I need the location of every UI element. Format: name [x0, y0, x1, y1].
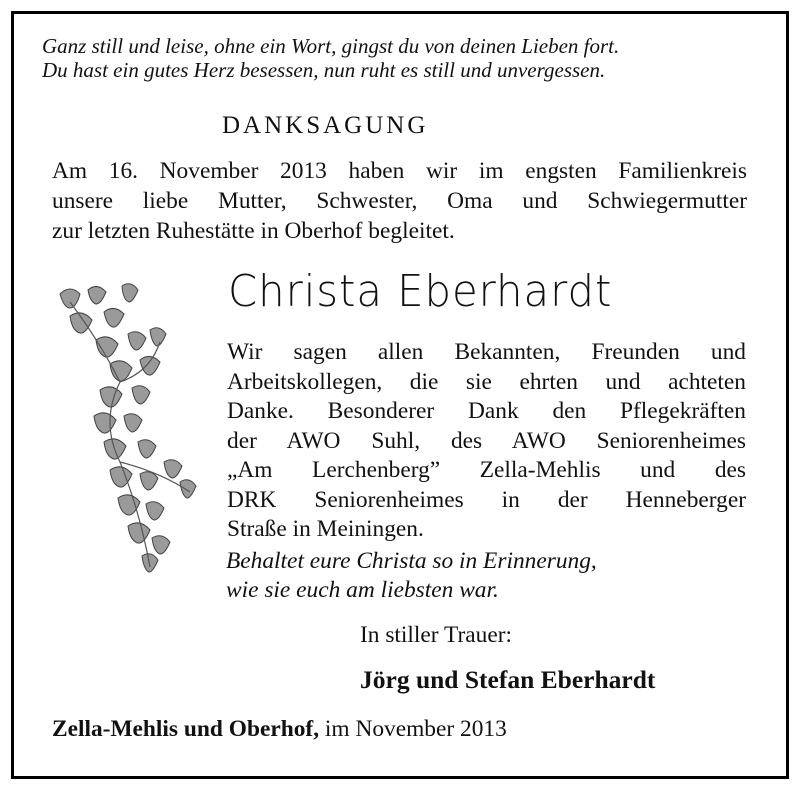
intro-line: unsere liebe Mutter, Schwester, Oma und Schwiegermutter — [52, 188, 747, 214]
closing-line-2: wie sie euch am liebsten war. — [226, 577, 499, 603]
thanks-line: Straße in Meiningen. — [227, 516, 424, 542]
footer-places: Zella-Mehlis und Oberhof, — [52, 716, 320, 742]
footer-place-date — [52, 716, 507, 743]
thanks-line: Wir sagen allen Bekannten, Freunden und — [227, 339, 746, 365]
closing-line-1: Behaltet eure Christa so in Erinnerung, — [226, 548, 597, 574]
thanks-line: Danke. Besonderer Dank den Pflegekräften — [227, 398, 746, 424]
thanks-line: Arbeitskollegen, die sie ehrten und achteten — [227, 368, 746, 395]
intro-line: zur letzten Ruhestätte in Oberhof begleitet. — [52, 218, 455, 244]
thanks-line: „Am Lerchenberg” Zella-Mehlis und des — [227, 457, 746, 483]
deceased-name: Christa Eberhardt — [228, 266, 613, 317]
thanks-paragraph — [227, 338, 746, 545]
thanks-line: der AWO Suhl, des AWO Seniorenheimes — [227, 427, 746, 454]
quote-line-2: Du hast ein gutes Herz besessen, nun ruht es still und unvergessen. — [42, 58, 606, 82]
intro-line: Am 16. November 2013 haben wir im engsten Familienkreis — [52, 158, 747, 184]
family-names: Jörg und Stefan Eberhardt — [360, 665, 656, 694]
heading-danksagung: DANKSAGUNG — [222, 112, 429, 139]
thanks-line: DRK Seniorenheimes in der Henneberger — [227, 486, 746, 513]
quote-line-1: Ganz still und leise, ohne ein Wort, gingst du von deinen Lieben fort. — [42, 34, 620, 58]
intro-paragraph — [52, 156, 747, 246]
closing-verse — [226, 547, 597, 605]
mourning-label: In stiller Trauer: — [360, 622, 513, 648]
footer-date: im November 2013 — [319, 716, 507, 742]
ivy-leaves-icon — [40, 282, 205, 582]
